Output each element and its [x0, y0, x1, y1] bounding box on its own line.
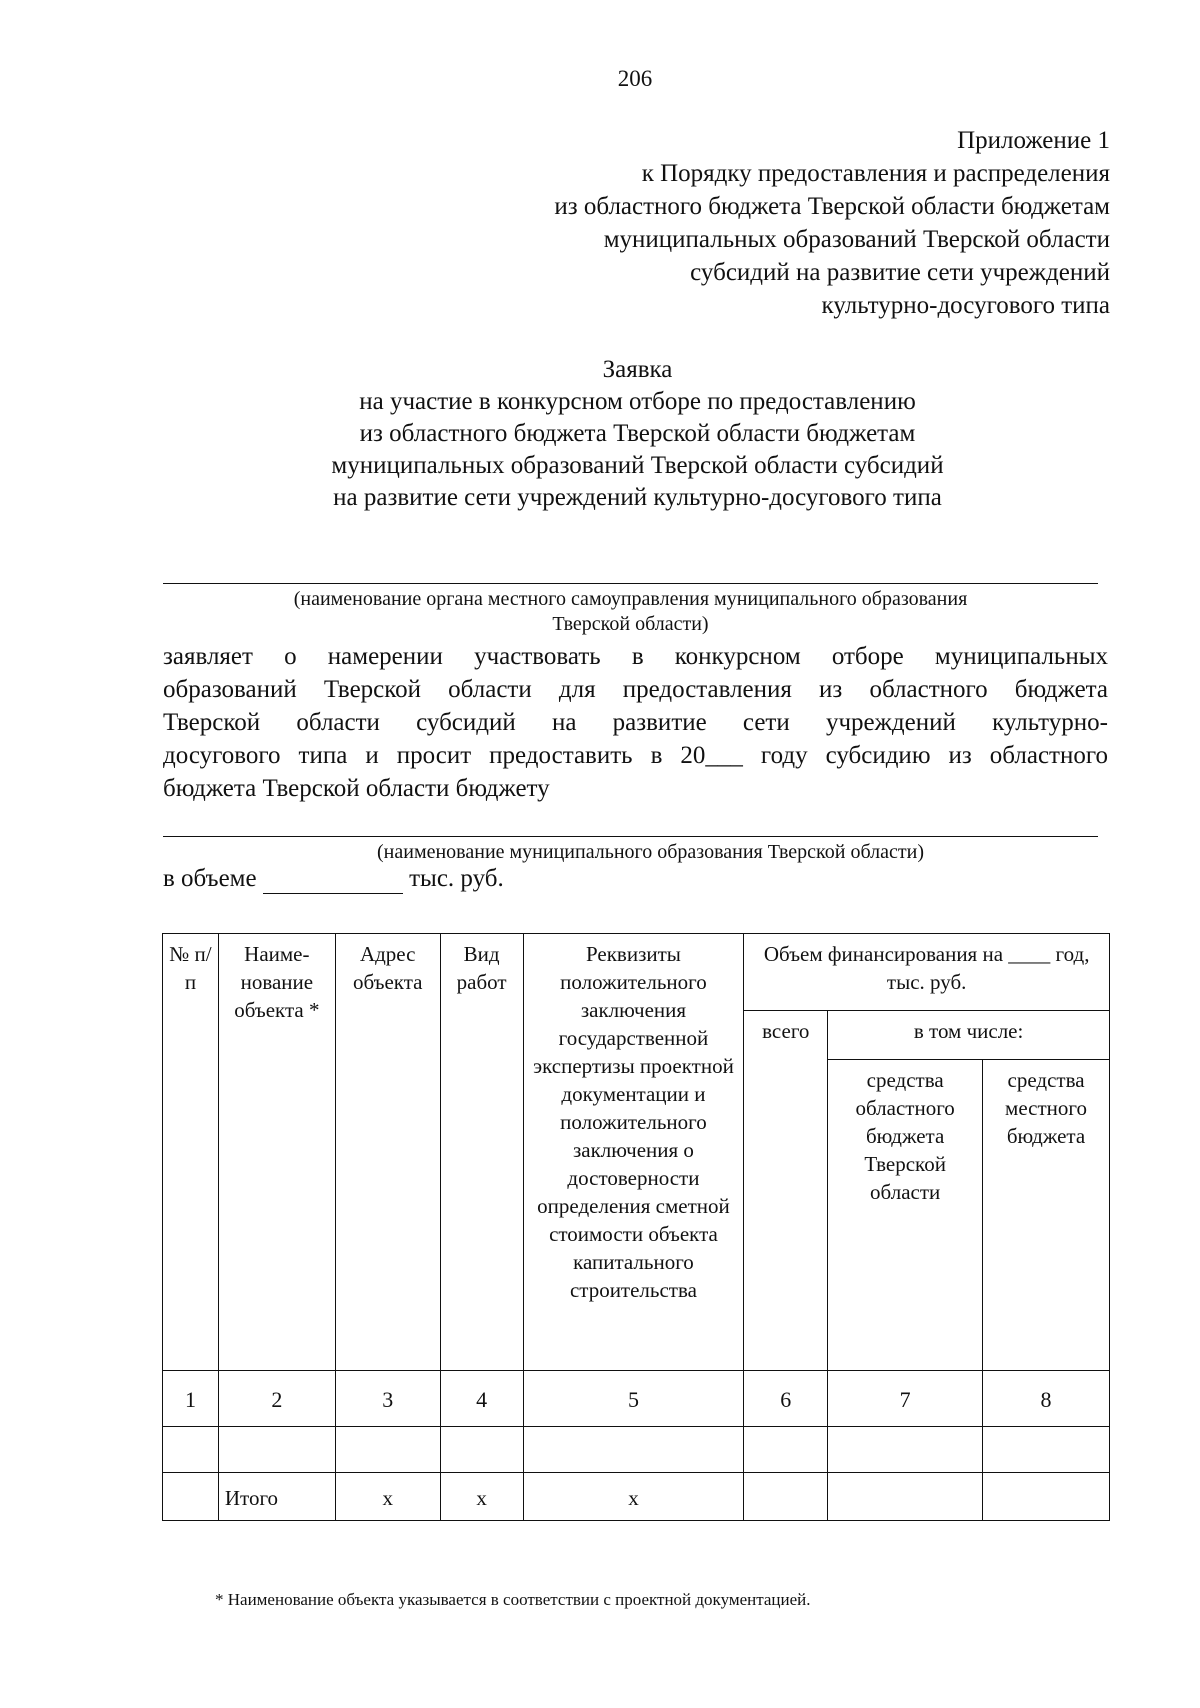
caption-line: (наименование органа местного самоуправления муниципального образования — [293, 588, 968, 610]
footnote: * Наименование объекта указывается в соответствии с проектной документацией. — [215, 1590, 811, 1609]
empty-cell — [163, 1473, 219, 1521]
header-num: № п/п — [163, 934, 219, 1371]
header-object-address: Адрес объекта — [335, 934, 440, 1371]
column-numbers-row — [163, 1371, 1110, 1427]
column-number: 4 — [440, 1371, 523, 1427]
column-number: 3 — [335, 1371, 440, 1427]
body-line-last: бюджета Тверской области бюджету — [163, 775, 550, 802]
column-number: 2 — [218, 1371, 335, 1427]
empty-cell — [828, 1427, 983, 1473]
application-body — [163, 640, 1108, 805]
appendix-header — [350, 124, 1110, 322]
volume-prefix: в объеме — [163, 865, 257, 892]
municipality-caption: (наименование муниципального образования Тверской области) — [377, 841, 924, 863]
authority-caption — [163, 587, 1098, 637]
total-address-x: х — [335, 1473, 440, 1521]
empty-cell — [523, 1427, 744, 1473]
title-line: муниципальных образований Тверской области субсидий — [331, 452, 944, 479]
volume-suffix: тыс. руб. — [409, 865, 504, 892]
volume-amount-blank — [263, 865, 403, 894]
appendix-line: к Порядку предоставления и распределения — [641, 160, 1110, 187]
empty-cell — [218, 1427, 335, 1473]
empty-cell — [983, 1427, 1110, 1473]
body-line: Тверской области субсидий на развитие сети учреждений культурно- — [163, 709, 1108, 736]
volume-line — [163, 865, 504, 894]
appendix-line: культурно-досугового типа — [821, 292, 1110, 319]
header-including: в том числе: — [828, 1011, 1110, 1060]
header-local-budget: средства местного бюджета — [983, 1060, 1110, 1371]
title-line: на участие в конкурсном отборе по предоставлению — [359, 388, 916, 415]
municipality-name-blank-line — [163, 836, 1098, 837]
column-number: 5 — [523, 1371, 744, 1427]
header-funding-volume: Объем финансирования на ____ год, тыс. руб. — [744, 934, 1110, 1011]
title-heading: Заявка — [602, 356, 673, 383]
column-number: 8 — [983, 1371, 1110, 1427]
total-works-x: х — [440, 1473, 523, 1521]
appendix-line: муниципальных образований Тверской области — [603, 226, 1110, 253]
column-number: 1 — [163, 1371, 219, 1427]
caption-line: Тверской области) — [552, 613, 709, 635]
empty-cell — [440, 1427, 523, 1473]
title-line: на развитие сети учреждений культурно-досугового типа — [333, 484, 942, 511]
header-total: всего — [744, 1011, 828, 1371]
empty-cell — [744, 1473, 828, 1521]
header-object-name: Наиме-нование объекта * — [218, 934, 335, 1371]
body-line: заявляет о намерении участвовать в конкурсном отборе муниципальных — [163, 643, 1108, 670]
appendix-line: Приложение 1 — [957, 127, 1110, 154]
document-title — [165, 354, 1110, 514]
appendix-line: из областного бюджета Тверской области бюджетам — [554, 193, 1110, 220]
empty-cell — [744, 1427, 828, 1473]
header-work-type: Вид работ — [440, 934, 523, 1371]
authority-name-blank-line — [163, 583, 1098, 584]
total-requisites-x: х — [523, 1473, 744, 1521]
total-label: Итого — [218, 1473, 335, 1521]
title-line: из областного бюджета Тверской области бюджетам — [359, 420, 916, 447]
page-number: 206 — [617, 66, 653, 91]
appendix-line: субсидий на развитие сети учреждений — [690, 259, 1110, 286]
table-row — [163, 1427, 1110, 1473]
empty-cell — [335, 1427, 440, 1473]
total-row — [163, 1473, 1110, 1521]
column-number: 6 — [744, 1371, 828, 1427]
empty-cell — [983, 1473, 1110, 1521]
body-line: досугового типа и просит предоставить в 20___ году субсидию из областного — [163, 742, 1108, 769]
funding-table — [162, 933, 1110, 1521]
header-regional-budget: средства областного бюджета Тверской области — [828, 1060, 983, 1371]
header-requisites: Реквизиты положительного заключения государственной экспертизы проектной документации и положительного заключения о достоверности определения сметной стоимости объекта капитального строительства — [523, 934, 744, 1371]
empty-cell — [828, 1473, 983, 1521]
empty-cell — [163, 1427, 219, 1473]
column-number: 7 — [828, 1371, 983, 1427]
body-line: образований Тверской области для предоставления из областного бюджета — [163, 676, 1108, 703]
